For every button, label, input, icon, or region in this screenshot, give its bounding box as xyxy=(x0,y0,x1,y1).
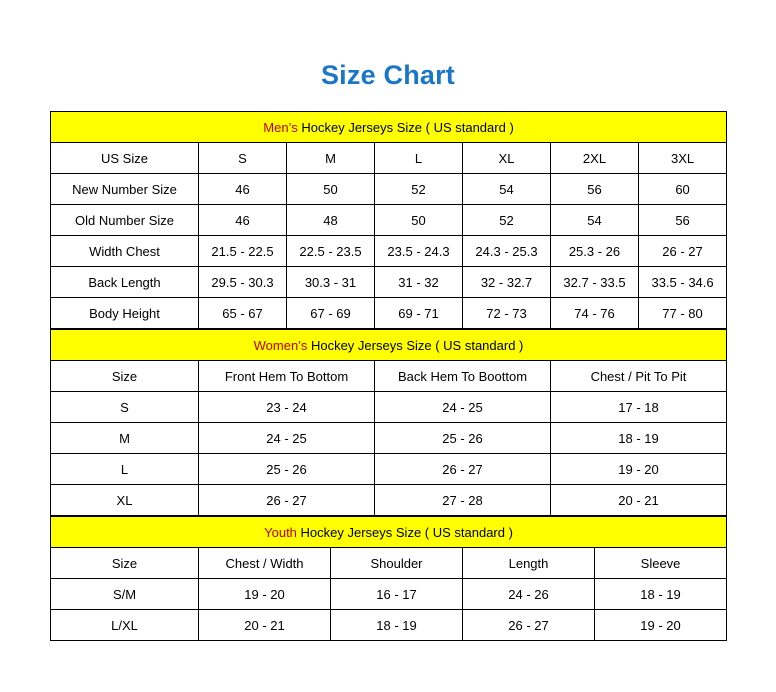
mens-row-3-cell-1: 30.3 - 31 xyxy=(287,267,375,298)
youth-col-4: Sleeve xyxy=(595,548,727,579)
youth-row-0-cell-3: 18 - 19 xyxy=(595,579,727,610)
table-row xyxy=(51,267,727,298)
youth-heading-accent: Youth xyxy=(264,524,297,540)
mens-row-3-label: Back Length xyxy=(51,267,199,298)
youth-size-table xyxy=(50,516,727,641)
mens-row-4-cell-3: 72 - 73 xyxy=(463,298,551,329)
mens-row-1-cell-1: 48 xyxy=(287,205,375,236)
mens-row-2-cell-0: 21.5 - 22.5 xyxy=(199,236,287,267)
table-row xyxy=(51,236,727,267)
womens-heading-rest: Hockey Jerseys Size ( US standard ) xyxy=(307,337,524,353)
youth-row-0-label: S/M xyxy=(51,579,199,610)
mens-size-table xyxy=(50,111,727,329)
mens-section-header-row xyxy=(51,112,727,143)
youth-section-header xyxy=(51,517,727,548)
mens-section-header xyxy=(51,112,727,143)
youth-row-1-label: L/XL xyxy=(51,610,199,641)
table-row xyxy=(51,423,727,454)
mens-row-4-cell-4: 74 - 76 xyxy=(551,298,639,329)
youth-col-1: Chest / Width xyxy=(199,548,331,579)
youth-row-1-cell-1: 18 - 19 xyxy=(331,610,463,641)
mens-col-0: US Size xyxy=(51,143,199,174)
mens-row-3-cell-4: 32.7 - 33.5 xyxy=(551,267,639,298)
mens-row-3-cell-2: 31 - 32 xyxy=(375,267,463,298)
womens-row-0-cell-1: 24 - 25 xyxy=(375,392,551,423)
womens-row-1-label: M xyxy=(51,423,199,454)
mens-row-1-cell-4: 54 xyxy=(551,205,639,236)
youth-column-header-row xyxy=(51,548,727,579)
mens-row-1-label: Old Number Size xyxy=(51,205,199,236)
youth-col-0: Size xyxy=(51,548,199,579)
womens-row-3-cell-2: 20 - 21 xyxy=(551,485,727,516)
mens-row-2-cell-4: 25.3 - 26 xyxy=(551,236,639,267)
womens-row-0-label: S xyxy=(51,392,199,423)
mens-row-0-cell-1: 50 xyxy=(287,174,375,205)
youth-row-1-cell-0: 20 - 21 xyxy=(199,610,331,641)
mens-row-0-cell-4: 56 xyxy=(551,174,639,205)
womens-row-2-cell-1: 26 - 27 xyxy=(375,454,551,485)
womens-col-3: Chest / Pit To Pit xyxy=(551,361,727,392)
youth-row-1-cell-2: 26 - 27 xyxy=(463,610,595,641)
womens-row-3-cell-0: 26 - 27 xyxy=(199,485,375,516)
table-row xyxy=(51,298,727,329)
table-row xyxy=(51,610,727,641)
womens-row-2-label: L xyxy=(51,454,199,485)
mens-row-0-label: New Number Size xyxy=(51,174,199,205)
womens-section-header-row xyxy=(51,330,727,361)
mens-row-4-cell-1: 67 - 69 xyxy=(287,298,375,329)
womens-row-0-cell-0: 23 - 24 xyxy=(199,392,375,423)
mens-col-1: S xyxy=(199,143,287,174)
youth-col-3: Length xyxy=(463,548,595,579)
mens-row-1-cell-5: 56 xyxy=(639,205,727,236)
womens-col-1: Front Hem To Bottom xyxy=(199,361,375,392)
mens-row-0-cell-3: 54 xyxy=(463,174,551,205)
womens-section-header xyxy=(51,330,727,361)
youth-col-2: Shoulder xyxy=(331,548,463,579)
mens-col-6: 3XL xyxy=(639,143,727,174)
womens-row-2-cell-2: 19 - 20 xyxy=(551,454,727,485)
womens-col-0: Size xyxy=(51,361,199,392)
youth-section-header-row xyxy=(51,517,727,548)
table-row xyxy=(51,454,727,485)
mens-row-0-cell-0: 46 xyxy=(199,174,287,205)
size-chart-container xyxy=(50,111,726,641)
page-title: Size Chart xyxy=(320,60,456,90)
mens-col-4: XL xyxy=(463,143,551,174)
mens-col-5: 2XL xyxy=(551,143,639,174)
womens-heading-accent: Women’s xyxy=(253,337,308,353)
mens-row-3-cell-0: 29.5 - 30.3 xyxy=(199,267,287,298)
mens-row-4-label: Body Height xyxy=(51,298,199,329)
mens-col-2: M xyxy=(287,143,375,174)
mens-heading-accent: Men’s xyxy=(263,119,298,135)
womens-size-table xyxy=(50,329,727,516)
womens-row-3-cell-1: 27 - 28 xyxy=(375,485,551,516)
mens-row-4-cell-0: 65 - 67 xyxy=(199,298,287,329)
table-row xyxy=(51,174,727,205)
mens-row-3-cell-3: 32 - 32.7 xyxy=(463,267,551,298)
womens-row-1-cell-2: 18 - 19 xyxy=(551,423,727,454)
mens-row-1-cell-2: 50 xyxy=(375,205,463,236)
table-row xyxy=(51,392,727,423)
mens-row-2-cell-2: 23.5 - 24.3 xyxy=(375,236,463,267)
mens-row-0-cell-5: 60 xyxy=(639,174,727,205)
womens-row-1-cell-1: 25 - 26 xyxy=(375,423,551,454)
mens-row-4-cell-5: 77 - 80 xyxy=(639,298,727,329)
mens-row-2-cell-1: 22.5 - 23.5 xyxy=(287,236,375,267)
womens-row-2-cell-0: 25 - 26 xyxy=(199,454,375,485)
womens-col-2: Back Hem To Boottom xyxy=(375,361,551,392)
table-row xyxy=(51,205,727,236)
womens-row-1-cell-0: 24 - 25 xyxy=(199,423,375,454)
table-row xyxy=(51,579,727,610)
table-row xyxy=(51,485,727,516)
mens-row-1-cell-3: 52 xyxy=(463,205,551,236)
mens-column-header-row xyxy=(51,143,727,174)
mens-row-2-cell-5: 26 - 27 xyxy=(639,236,727,267)
mens-row-4-cell-2: 69 - 71 xyxy=(375,298,463,329)
youth-heading-rest: Hockey Jerseys Size ( US standard ) xyxy=(296,524,513,540)
womens-column-header-row xyxy=(51,361,727,392)
mens-row-2-cell-3: 24.3 - 25.3 xyxy=(463,236,551,267)
mens-row-1-cell-0: 46 xyxy=(199,205,287,236)
youth-row-0-cell-1: 16 - 17 xyxy=(331,579,463,610)
mens-row-3-cell-5: 33.5 - 34.6 xyxy=(639,267,727,298)
mens-row-2-label: Width Chest xyxy=(51,236,199,267)
womens-row-3-label: XL xyxy=(51,485,199,516)
mens-row-0-cell-2: 52 xyxy=(375,174,463,205)
womens-row-0-cell-2: 17 - 18 xyxy=(551,392,727,423)
youth-row-0-cell-0: 19 - 20 xyxy=(199,579,331,610)
youth-row-0-cell-2: 24 - 26 xyxy=(463,579,595,610)
mens-col-3: L xyxy=(375,143,463,174)
youth-row-1-cell-3: 19 - 20 xyxy=(595,610,727,641)
mens-heading-rest: Hockey Jerseys Size ( US standard ) xyxy=(297,119,514,135)
